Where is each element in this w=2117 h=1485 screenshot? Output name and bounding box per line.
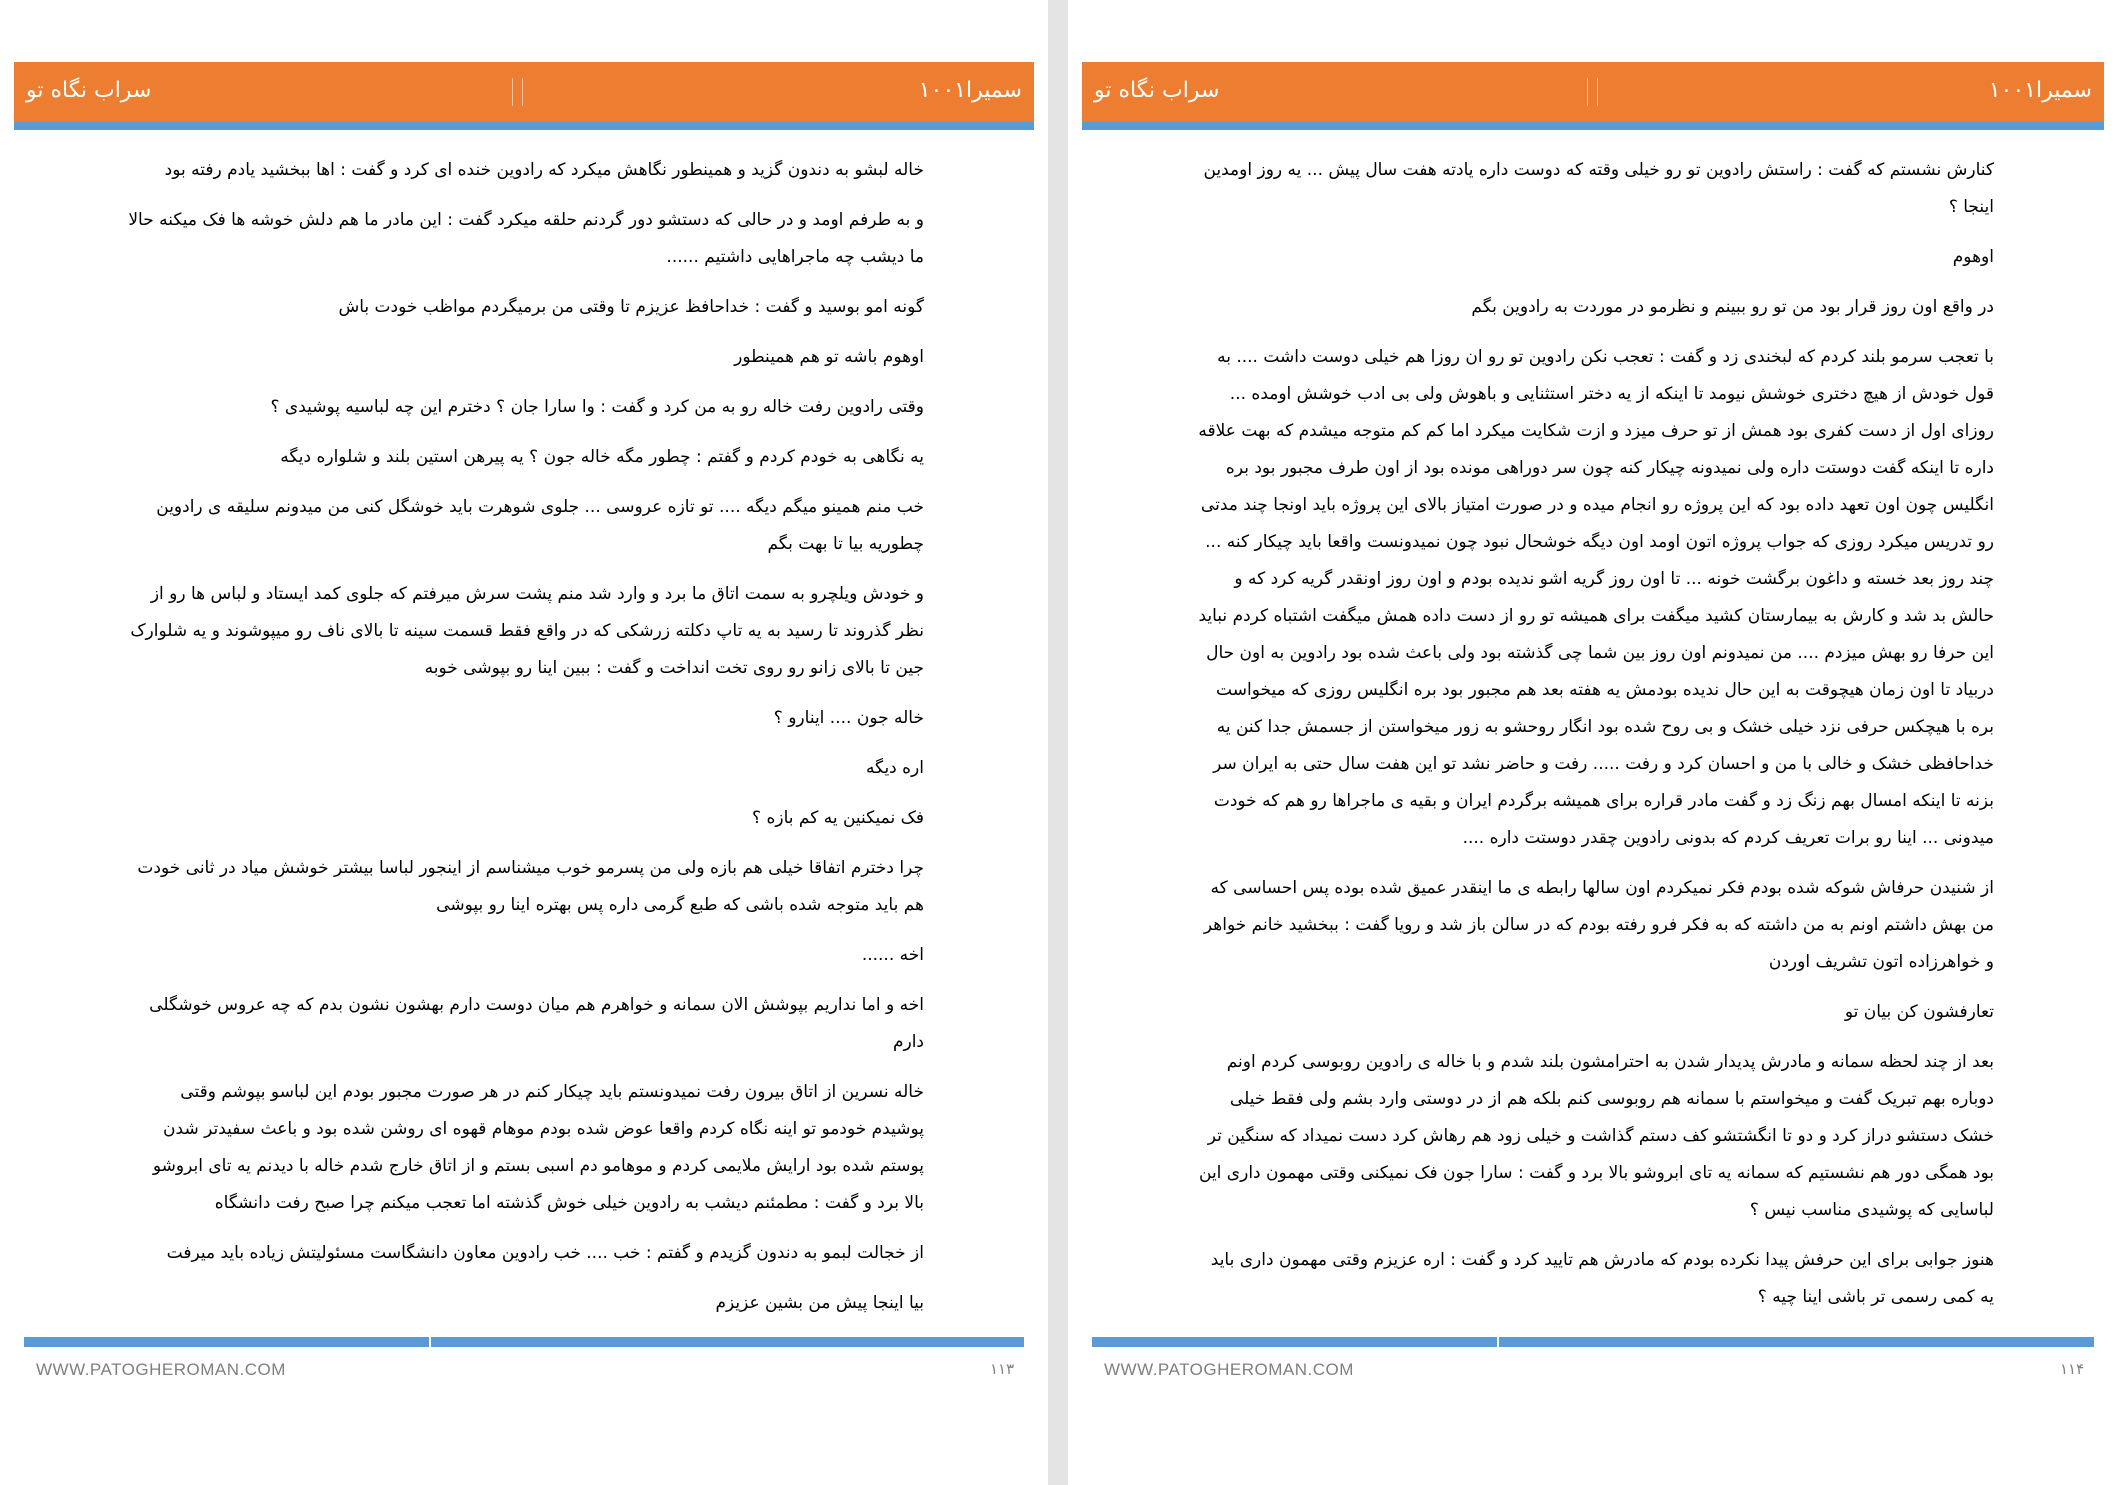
paragraph: هنوز جوابی برای این حرفش پیدا نکرده بودم که مادرش هم تایید کرد و گفت : اره عزیزم وقتی مهمون داری باید یه کمی رسمی تر باشی اینا چیه ؟ (1210, 1250, 1994, 1307)
paragraph: بیا اینجا پیش من بشین عزیزم (715, 1293, 924, 1313)
paragraph: خاله جون .... اینارو ؟ (773, 708, 924, 728)
footer-accent-bar (24, 1337, 1024, 1347)
paragraph: و به طرفم اومد و در حالی که دستشو دور گردنم حلقه میکرد گفت : این مادر ما هم دلش خوشه ها فک میکنه حالا ما دیشب چه ماجراهایی داشتیم ...... (128, 210, 924, 267)
page-body (1196, 152, 1994, 1329)
header-author: سمیرا۱۰۰۱ (918, 78, 1022, 103)
paragraph: با تعجب سرمو بلند کردم که لبخندی زد و گفت : تعجب نکن رادوین تو رو ان روزا هم خیلی دوست داشت .... به قول خودش از هیچ دختری خوشش نیومد تا اینکه از یه دختر استثنایی و باهوش ولی بی ادب خوشش اومده ... روزای اول از دست کفری بود همش از تو حرف میزد و ازت شکایت میکرد اما کم کم متوجه میشدم که بهت علاقه داره تا اینکه گفت دوستت داره ولی نمیدونه چیکار کنه چون سر دوراهی مونده بود از اون طرف مجبور بود بره انگلیس چون اون تعهد داده بود که این پروژه رو انجام میده و در صورت امتیاز بالای این پروژه باید اونجا چند مدتی رو تدریس میکرد روزی که جواب پروژه اتون اومد اون دیگه خوشحال نبود چون نمیدونست واقعا باید چیکار کنه ... چند روز بعد خسته و داغون برگشت خونه ... تا اون روز گریه اشو ندیده بودم و اون روز اونقدر گریه کرد که و حالش بد شد و کارش به بیمارستان کشید میگفت برای همیشه تو رو از دست داده همش میگفت اشتباه کردم نباید این حرفا رو بهش میزدم .... من نمیدونم اون روز بین شما چی گذشته بود ولی باعث شده بود رادوین به اون حال دربیاد تا اون زمان هیچوقت به این حال ندیده بودمش یه هفته بعد هم مجبور بود بره انگلیس روزی که میخواست بره با هیچکس حرفی نزد خیلی خشک و بی روح شده بود انگار روحشو به زور میخواستن از جسمش جدا کنن یه خداحافظی خشک و خالی با من و احسان کرد و رفت ..... رفت و حاضر نشد تو این هفت سال حتی به ایران سر بزنه تا اینکه امسال بهم زنگ زد و گفت مادر قراره برای همیشه برگردم ایران و بقیه ی ماجراها رو هم که خودت میدونی ... اینا رو برات تعریف کردم که بدونی رادوین چقدر دوستت داره .... (1198, 347, 1994, 848)
page-114 (1068, 0, 2117, 1485)
page-number: ۱۱۴ (2060, 1360, 2085, 1378)
page-113 (0, 0, 1048, 1485)
paragraph: چرا دخترم اتفاقا خیلی هم بازه ولی من پسرمو خوب میشناسم از اینجور لباسا بیشتر خوشش میاد در ثانی خودت هم باید متوجه شده باشی که طبع گرمی داره پس بهتره اینا رو بپوشی (137, 858, 924, 915)
paragraph: اخه ...... (861, 945, 924, 965)
paragraph: از خجالت لبمو به دندون گزیدم و گفتم : خب .... خب رادوین معاون دانشگاست مسئولیتش زیاده باید میرفت (166, 1243, 924, 1263)
paragraph: اوهوم باشه تو هم همینطور (734, 347, 924, 367)
footer-divider (1497, 1337, 1499, 1347)
page-header (1082, 62, 2104, 122)
paragraph: بعد از چند لحظه سمانه و مادرش پدیدار شدن به احترامشون بلند شدم و با خاله ی رادوین روبوسی کردم اونم دوباره بهم تبریک گفت و میخواستم با سمانه هم روبوسی کنم بلکه هم از در دوستی وارد بشم ولی فقط خیلی خشک دستشو دراز کرد و دو تا انگشتشو کف دستم گذاشت و خیلی زود هم رهاش کرد دست نمیداد که سنگین تر بود همگی دور هم نشستیم که سمانه یه تای ابروشو بالا برد و گفت : سارا جون فک نمیکنی وقتی مهمون داری این لباسایی که پوشیدی مناسب نیس ؟ (1199, 1052, 1994, 1220)
footer-website: WWW.PATOGHEROMAN.COM (1104, 1360, 1354, 1379)
header-divider (512, 78, 513, 106)
paragraph: وقتی رادوین رفت خاله رو به من کرد و گفت : وا سارا جان ؟ دخترم این چه لباسیه پوشیدی ؟ (270, 397, 924, 417)
header-author: سمیرا۱۰۰۱ (1988, 78, 2092, 103)
paragraph: خب منم همینو میگم دیگه .... تو تازه عروسی ... جلوی شوهرت باید خوشگل کنی من میدونم سلیقه ی رادوین چطوریه بیا تا بهت بگم (156, 497, 924, 554)
paragraph: فک نمیکنین یه کم بازه ؟ (752, 808, 924, 828)
page-header (14, 62, 1034, 122)
paragraph: اره دیگه (865, 758, 924, 778)
paragraph: اخه و اما نداریم بپوشش الان سمانه و خواهرم هم میان دوست دارم بهشون نشون بدم که چه عروس خوشگلی دارم (149, 995, 924, 1052)
paragraph: گونه امو بوسید و گفت : خداحافظ عزیزم تا وقتی من برمیگردم مواظب خودت باش (338, 297, 924, 317)
paragraph: خاله نسرین از اتاق بیرون رفت نمیدونستم باید چیکار کنم در هر صورت مجبور بودم این لباسو بپوشم وقتی پوشیدم خودمو تو اینه نگاه کردم واقعا عوض شده بودم موهام قهوه ای روشن شده بود و باعث سفیدتر شدن پوستم شده بود ارایش ملایمی کردم و موهامو دم اسبی بستم و از اتاق خارج شدم خاله با دیدنم یه تای ابروشو بالا برد و گفت : مطمئنم دیشب به رادوین خیلی خوش گذشته اما تعجب میکنم چرا صبح رفت دانشگاه (152, 1082, 924, 1213)
header-title: سراب نگاه تو (1094, 78, 1220, 103)
footer-accent-bar (1092, 1337, 2094, 1347)
paragraph: کنارش نشستم که گفت : راستش رادوین تو رو خیلی وقته که دوست داره یادته هفت سال پیش ... یه روز اومدین اینجا ؟ (1203, 160, 1994, 217)
header-divider (522, 78, 523, 106)
header-accent-bar (1082, 122, 2104, 130)
page-body (128, 152, 924, 1335)
header-divider (1587, 78, 1588, 106)
paragraph: و خودش ویلچرو به سمت اتاق ما برد و وارد شد منم پشت سرش میرفتم که جلوی کمد ایستاد و لباس ها رو از نظر گذروند تا رسید به یه تاپ دکلته زرشکی که در واقع فقط قسمت سینه تا بالای ناف رو میپوشوند و یه شلوارک جین تا بالای زانو رو روی تخت انداخت و گفت : ببین اینا رو بپوشی خوبه (130, 584, 924, 678)
paragraph: از شنیدن حرفاش شوکه شده بودم فکر نمیکردم اون سالها رابطه ی ما اینقدر عمیق شده بوده پس احساسی که من بهش داشتم اونم به من داشته که به فکر فرو رفته بودم که در سالن باز شد و رویا گفت : ببخشید خانم خواهر و خواهرزاده اتون تشریف اوردن (1203, 878, 1994, 972)
paragraph: یه نگاهی به خودم کردم و گفتم : چطور مگه خاله جون ؟ یه پیرهن استین بلند و شلواره دیگه (280, 447, 924, 467)
paragraph: تعارفشون کن بیان تو (1844, 1002, 1994, 1022)
header-divider (1597, 78, 1598, 106)
paragraph: خاله لبشو به دندون گزید و همینطور نگاهش میکرد که رادوین خنده ای کرد و گفت : اها ببخشید یادم رفته بود (164, 160, 924, 180)
footer-website: WWW.PATOGHEROMAN.COM (36, 1360, 286, 1379)
page-gap (1048, 0, 1068, 1485)
footer-divider (429, 1337, 431, 1347)
page-number: ۱۱۳ (990, 1360, 1015, 1378)
paragraph: در واقع اون روز قرار بود من تو رو ببینم و نظرمو در موردت به رادوین بگم (1471, 297, 1994, 317)
header-title: سراب نگاه تو (26, 78, 152, 103)
paragraph: اوهوم (1952, 247, 1994, 267)
header-accent-bar (14, 122, 1034, 130)
